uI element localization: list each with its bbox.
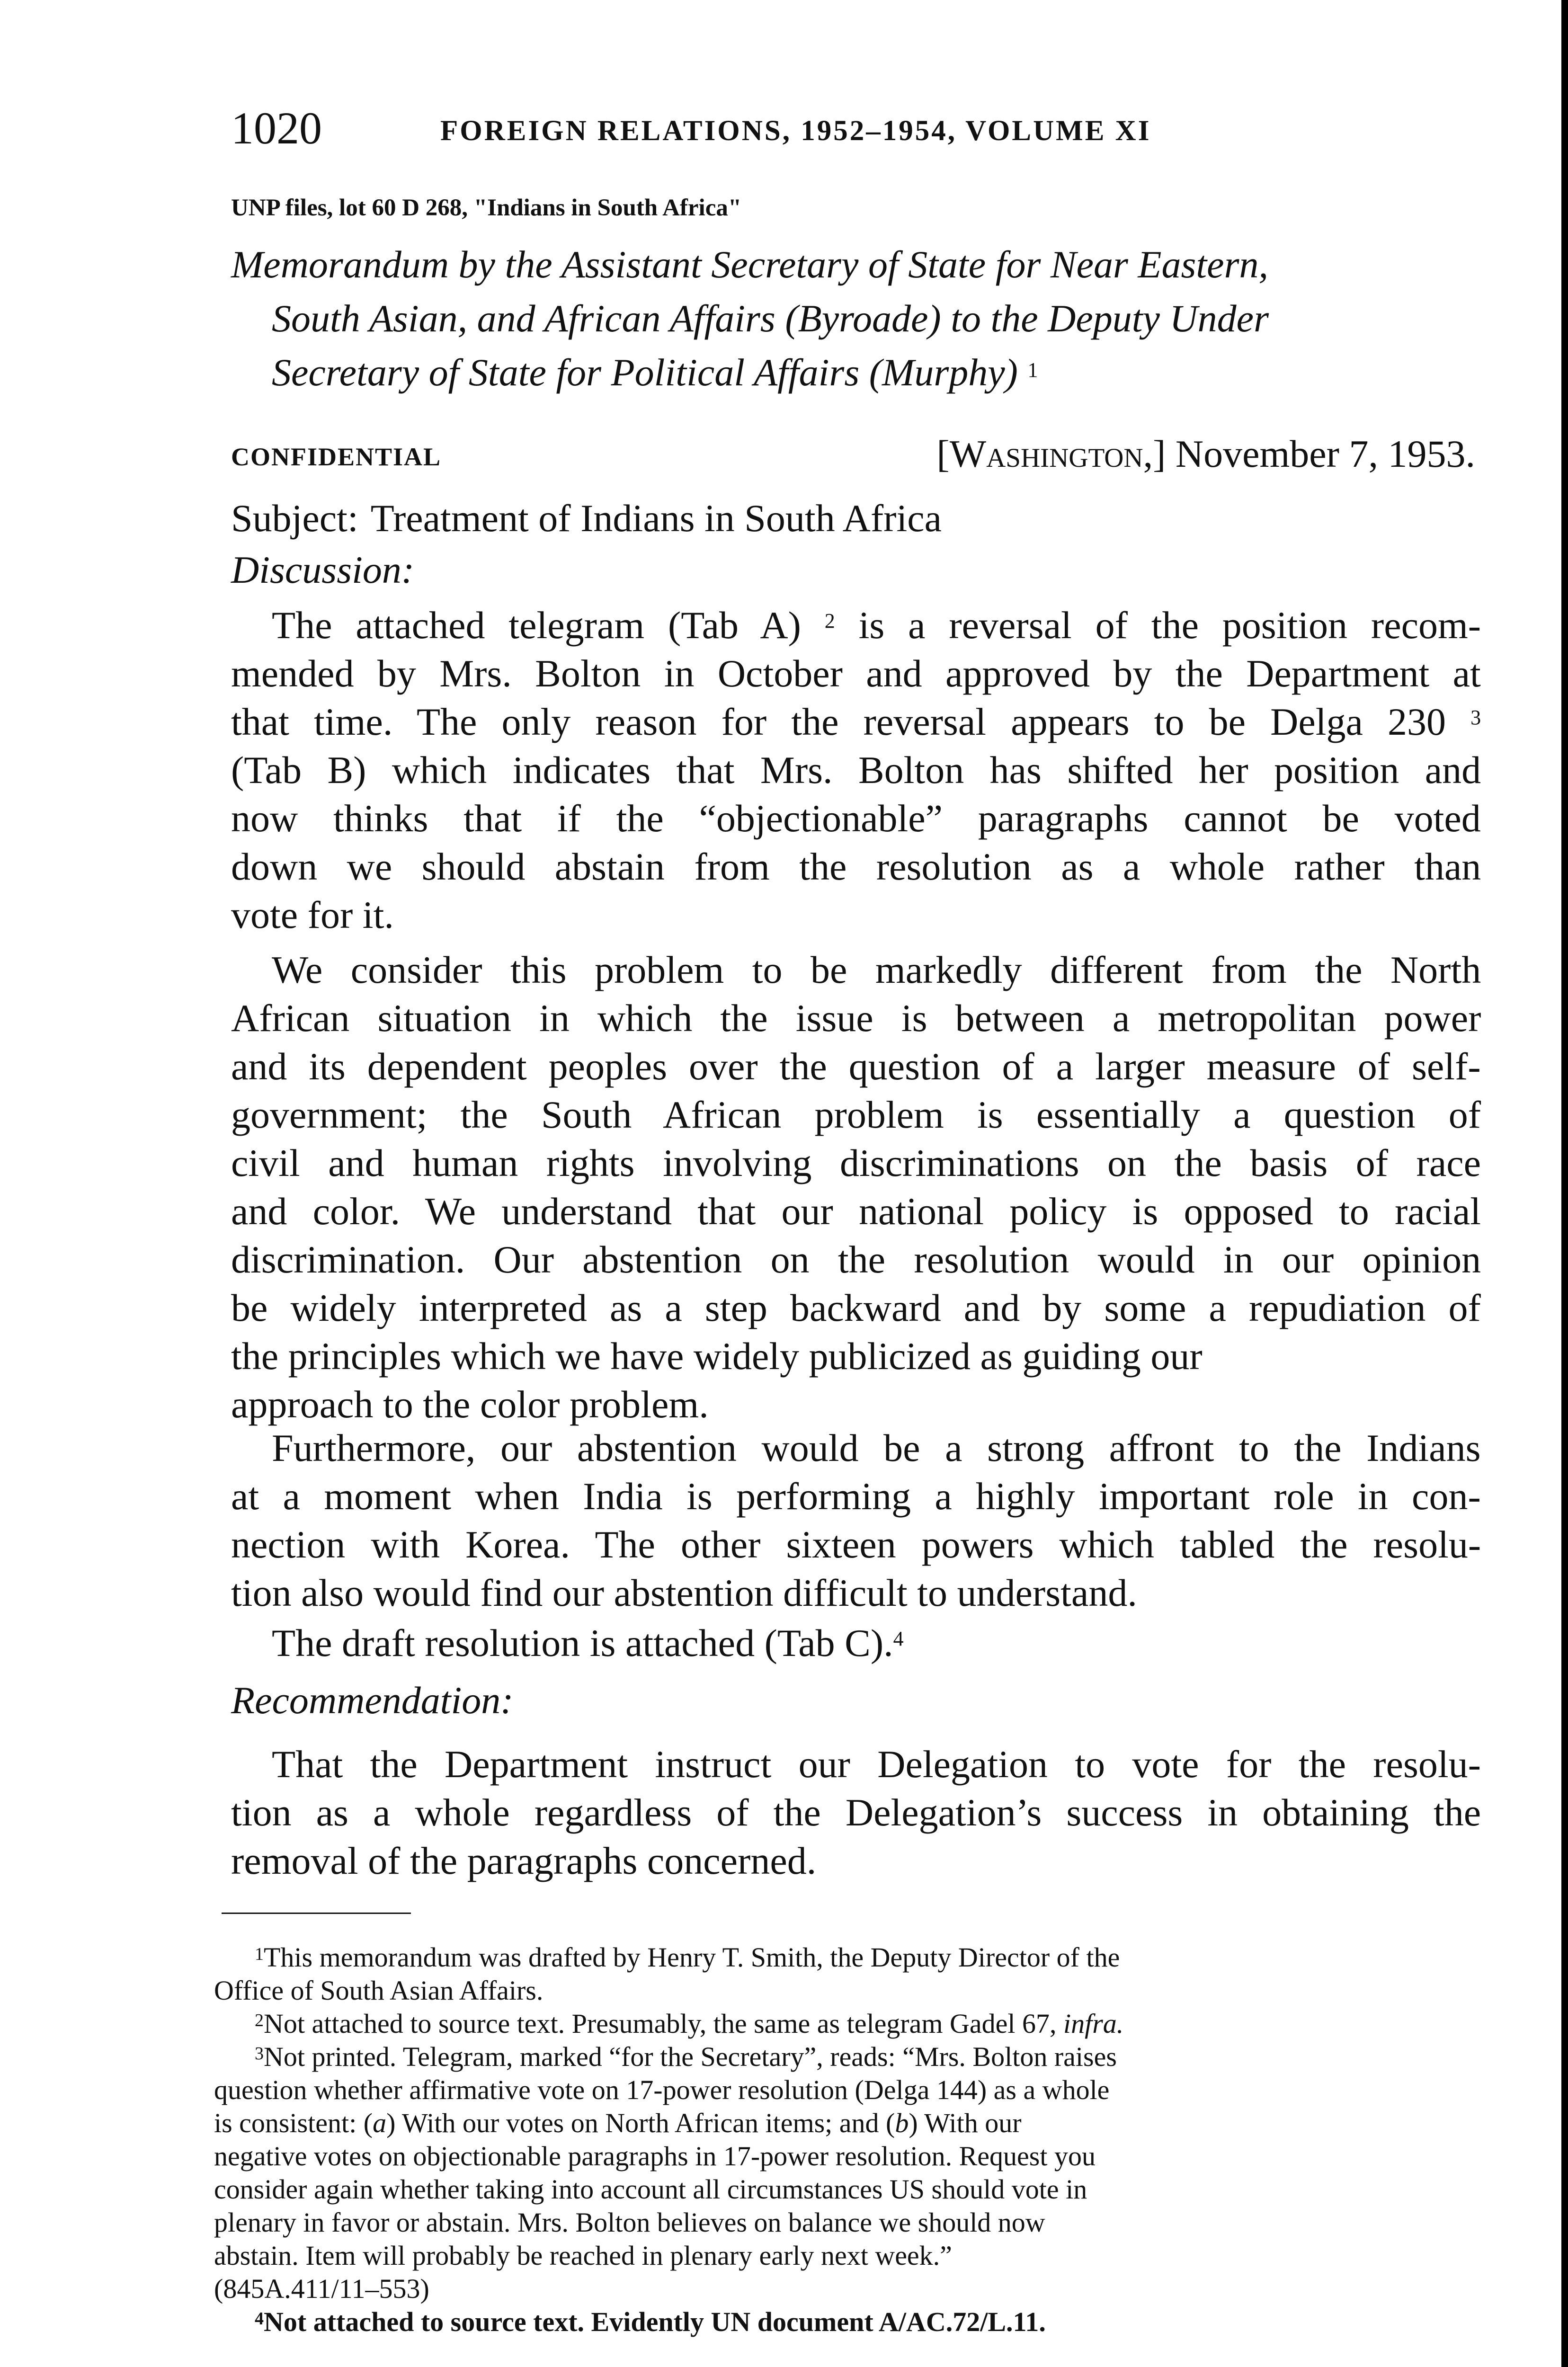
footnote-italic: a — [373, 2108, 387, 2138]
footnote-ref[interactable]: 1 — [1027, 358, 1038, 382]
running-title: FOREIGN RELATIONS, 1952–1954, VOLUME XI — [440, 115, 1151, 147]
footnote-ref[interactable]: 3 — [1470, 706, 1481, 729]
footnote-line — [214, 2305, 1483, 2339]
footnote-mark: 2 — [255, 2011, 264, 2030]
subject-line — [231, 492, 942, 544]
footnote-text: ) With our — [909, 2108, 1022, 2138]
footnote-line: question whether affirmative vote on 17-power resolution (Delga 144) as a whole — [214, 2074, 1110, 2105]
text-line: African situation in which the issue is between a metropolitan power — [231, 997, 1481, 1040]
title-line: South Asian, and African Affairs (Byroade) to the Deputy Under — [272, 297, 1269, 340]
text-line: vote for it. — [231, 893, 394, 936]
footnote-mark: 1 — [255, 1944, 264, 1964]
footnote-text: Not attached to source text. Presumably, the same as telegram Gadel 67, — [264, 2008, 1057, 2039]
recommendation-paragraph — [231, 1740, 1481, 1885]
text-line: be widely interpreted as a step backward and by some a repudiation of — [231, 1286, 1481, 1329]
footnote-1 — [214, 1941, 1483, 2007]
footnote-line: consider again whether taking into account all circumstances US should vote in — [214, 2174, 1087, 2205]
footnote-text: Not printed. Telegram, marked “for the Secretary”, reads: “Mrs. Bolton raises — [264, 2041, 1117, 2072]
text-line: the principles which we have widely publicized as guiding our — [231, 1335, 1203, 1378]
dateline — [936, 428, 1475, 480]
title-line-text: Secretary of State for Political Affairs (Murphy) — [272, 351, 1018, 394]
text-line: removal of the paragraphs concerned. — [231, 1839, 817, 1882]
classification: CONFIDENTIAL — [231, 443, 442, 471]
footnote-rule — [222, 1913, 411, 1914]
text-line: now thinks that if the “objectionable” paragraphs cannot be voted — [231, 797, 1481, 840]
title-line: Memorandum by the Assistant Secretary of State for Near Eastern, — [231, 243, 1268, 286]
text-segment: is a reversal of the position recom- — [858, 604, 1481, 647]
footnote-line: negative votes on objectionable paragraphs in 17-power resolution. Request you — [214, 2141, 1096, 2171]
footnote-italic: b — [895, 2108, 909, 2138]
footnotes — [214, 1941, 1483, 2339]
footnote-line: abstain. Item will probably be reached in plenary early next week.” — [214, 2240, 952, 2271]
footnote-text: This memorandum was drafted by Henry T. Smith, the Deputy Director of the — [264, 1942, 1120, 1973]
text-segment: The attached telegram (Tab A) — [272, 604, 801, 647]
footnote-line: plenary in favor or abstain. Mrs. Bolton believes on balance we should now — [214, 2207, 1045, 2238]
text-line: and color. We understand that our national policy is opposed to racial — [231, 1190, 1481, 1233]
subject-label: Subject: — [231, 497, 358, 540]
text-line: government; the South African problem is essentially a question of — [231, 1093, 1481, 1136]
footnote-line — [214, 2007, 1483, 2040]
footnote-4 — [214, 2305, 1483, 2339]
text-line: nection with Korea. The other sixteen powers which tabled the resolu- — [231, 1523, 1481, 1566]
discussion-paragraph-4 — [231, 1619, 1481, 1667]
source-line: UNP files, lot 60 D 268, "Indians in South Africa" — [231, 195, 742, 221]
text-line: at a moment when India is performing a highly important role in con- — [231, 1475, 1481, 1518]
recommendation-heading: Recommendation: — [231, 1679, 514, 1722]
page — [214, 0, 1483, 2367]
footnote-mark: 3 — [255, 2044, 264, 2064]
footnote-ref[interactable]: 4 — [893, 1627, 904, 1650]
footnote-2 — [214, 2007, 1483, 2040]
footnote-text: is consistent: ( — [214, 2108, 373, 2138]
footnote-line: Office of South Asian Affairs. — [214, 1975, 543, 2006]
text-line: tion as a whole regardless of the Delegation’s success in obtaining the — [231, 1791, 1481, 1834]
text-line: approach to the color problem. — [231, 1383, 709, 1426]
text-line: Furthermore, our abstention would be a strong affront to the Indians — [272, 1426, 1481, 1469]
title-line — [231, 346, 1471, 400]
footnote-line — [214, 1941, 1483, 1974]
footnote-3 — [214, 2040, 1483, 2305]
text-line: tion also would find our abstention difficult to understand. — [231, 1571, 1137, 1614]
text-line: down we should abstain from the resolution as a whole rather than — [231, 845, 1481, 888]
footnote-line — [214, 2107, 1483, 2140]
footnote-mark: 4 — [255, 2309, 264, 2329]
footnote-line: (845A.411/11–553) — [214, 2273, 429, 2304]
document-title — [231, 238, 1471, 400]
discussion-paragraph-1 — [231, 601, 1481, 939]
text-line: civil and human rights involving discriminations on the basis of race — [231, 1141, 1481, 1184]
text-line: (Tab B) which indicates that Mrs. Bolton has shifted her position and — [231, 748, 1481, 792]
text-segment: The draft resolution is attached (Tab C). — [272, 1621, 893, 1664]
footnote-line — [214, 2040, 1483, 2073]
discussion-paragraph-3 — [231, 1424, 1481, 1617]
text-line — [231, 601, 1481, 650]
text-line: mended by Mrs. Bolton in October and approved by the Department at — [231, 652, 1481, 695]
footnote-text: Not attached to source text. Evidently UN document A/AC.72/L.11. — [264, 2306, 1046, 2337]
text-line: and its dependent peoples over the question of a larger measure of self- — [231, 1045, 1481, 1088]
text-line — [231, 698, 1481, 746]
discussion-paragraph-2 — [231, 946, 1481, 1429]
scan-edge — [1561, 0, 1568, 2367]
discussion-heading: Discussion: — [231, 548, 415, 591]
date: November 7, 1953. — [1175, 432, 1475, 475]
text-line: That the Department instruct our Delegation to vote for the resolu- — [272, 1743, 1481, 1786]
subject-text: Treatment of Indians in South Africa — [370, 497, 942, 540]
text-segment: that time. The only reason for the reversal appears to be Delga 230 — [231, 700, 1446, 743]
footnote-text: ) With our votes on North African items; and ( — [386, 2108, 895, 2138]
footnote-italic: infra. — [1063, 2008, 1124, 2039]
running-head — [214, 102, 1483, 154]
page-number: 1020 — [231, 103, 322, 153]
text-line: We consider this problem to be markedly different from the North — [272, 948, 1481, 991]
place: [Washington,] — [936, 432, 1166, 475]
text-line — [231, 1619, 1481, 1667]
text-line: discrimination. Our abstention on the resolution would in our opinion — [231, 1238, 1481, 1281]
footnote-ref[interactable]: 2 — [824, 609, 835, 632]
